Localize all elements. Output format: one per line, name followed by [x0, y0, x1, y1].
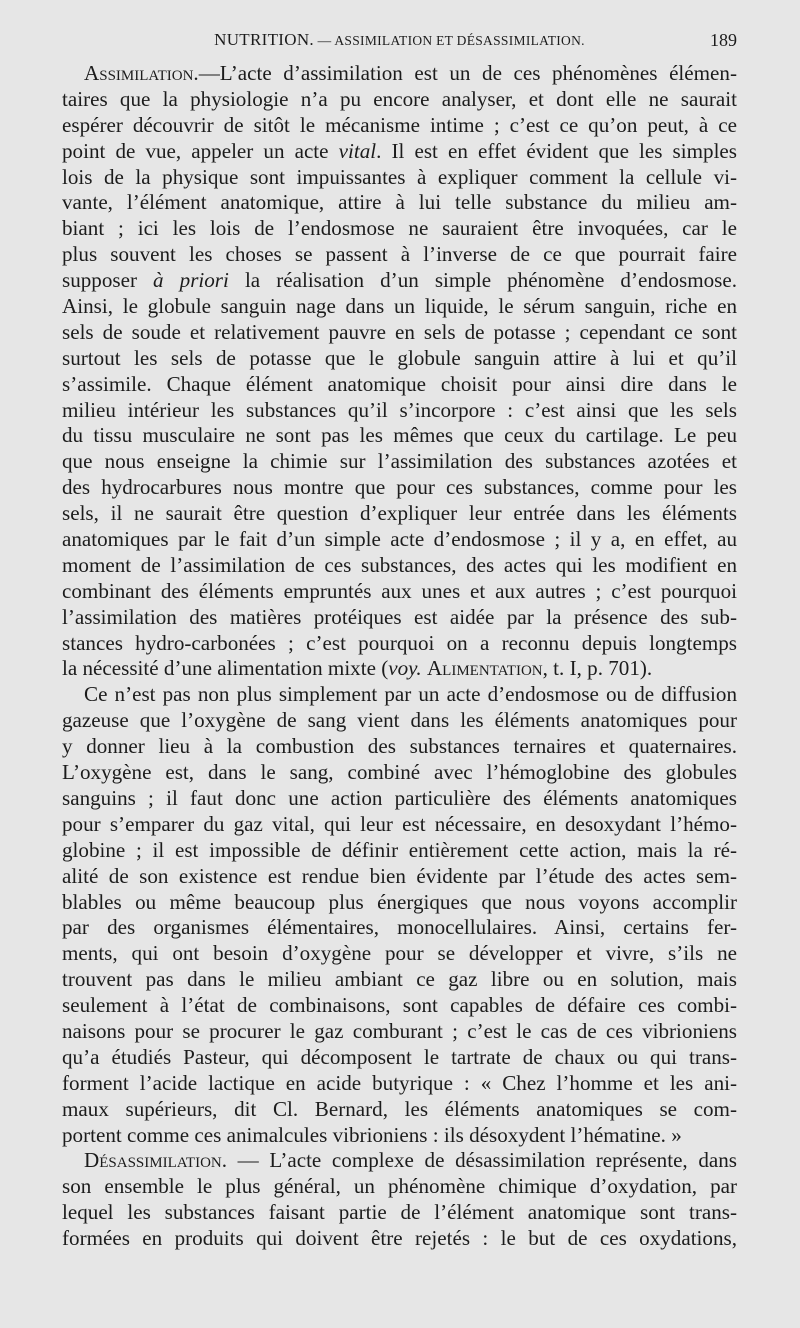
text-line: gazeuse que l’oxygène de sang vient dans les éléments anatomiques pour	[62, 708, 737, 733]
text-line: y donner lieu à la combustion des substances ternaires et quaternaires.	[62, 734, 737, 759]
text-line: lois de la physique sont impuissantes à expliquer comment la cellule vi-	[62, 164, 737, 189]
text-line: la nécessité d’une alimentation mixte (voy. Alimentation, t. I, p. 701).	[62, 656, 653, 681]
text-line: espérer découvrir de sitôt le mécanisme intime ; c’est ce qu’on peut, à ce	[62, 112, 737, 137]
text-line: Ce n’est pas non plus simplement par un acte d’endosmose ou de diffusion	[84, 682, 737, 707]
section-heading-desassimilation: Désassimilation.	[84, 1148, 228, 1173]
text-line: des hydrocarbures nous montre que pour ces substances, comme pour les	[62, 475, 737, 500]
text-line: plus souvent les choses se passent à l’inverse de ce que pourrait faire	[62, 242, 737, 267]
text-line: du tissu musculaire ne sont pas les mêmes que ceux du cartilage. Le peu	[62, 423, 737, 448]
text-line: sels de soude et relativement pauvre en sels de potasse ; cependant ce sont	[62, 319, 737, 344]
page-header	[62, 30, 737, 56]
text-line: combinant des éléments empruntés aux unes et aux autres ; c’est pourquoi	[62, 578, 737, 603]
text-line: surtout les sels de potasse que le globule sanguin attire à lui et qu’il	[62, 345, 737, 370]
text-line: formées en produits qui doivent être rejetés : le but de ces oxydations,	[62, 1226, 737, 1251]
text-line: Assimilation.—L’acte d’assimilation est un de ces phénomènes élémen-	[84, 61, 737, 85]
text-line: biant ; ici les lois de l’endosmose ne sauraient être invoquées, car le	[62, 216, 737, 241]
section-heading-assimilation: Assimilation.	[84, 61, 199, 85]
cross-reference: Alimentation	[426, 656, 543, 681]
text-line: supposer à priori la réalisation d’un simple phénomène d’endosmose.	[62, 268, 737, 293]
text-line: trouvent pas dans le milieu ambiant ce gaz libre ou en solution, mais	[62, 967, 737, 992]
running-title-main: NUTRITION.	[214, 30, 314, 49]
running-title-sub: — ASSIMILATION ET DÉSASSIMILATION.	[313, 33, 585, 48]
body-text	[62, 61, 737, 1252]
text-line: ments, qui ont besoin d’oxygène pour se développer et vivre, s’ils ne	[62, 941, 737, 966]
text-line: s’assimile. Chaque élément anatomique choisit pour ainsi dire dans le	[62, 371, 737, 396]
running-title	[62, 30, 737, 50]
text-line: anatomiques par le fait d’un simple acte d’endosmose ; il y a, en effet, au	[62, 527, 737, 552]
text-line: vante, l’élément anatomique, attire à lui telle substance du milieu am-	[62, 190, 737, 215]
page-number: 189	[710, 30, 737, 50]
text-line: sels, il ne saurait être question d’expliquer leur entrée dans les éléments	[62, 501, 737, 526]
text-line: milieu intérieur les substances qu’il s’incorpore : c’est ainsi que les sels	[62, 397, 737, 422]
text-line: que nous enseigne la chimie sur l’assimilation des substances azotées et	[62, 449, 737, 474]
text-line: seulement à l’état de combinaisons, sont capables de défaire ces combi-	[62, 993, 737, 1018]
italic-term: voy.	[388, 656, 422, 681]
text-line: Ainsi, le globule sanguin nage dans un liquide, le sérum sanguin, riche en	[62, 294, 737, 319]
text-line: qu’a étudiés Pasteur, qui décomposent le tartrate de chaux ou qui trans-	[62, 1044, 737, 1069]
text-line: sanguins ; il faut donc une action particulière des éléments anatomiques	[62, 785, 737, 810]
text-line: forment l’acide lactique en acide butyrique : « Chez l’homme et les ani-	[62, 1070, 737, 1095]
text-line: lequel les substances faisant partie de l’élément anatomique sont trans-	[62, 1200, 737, 1225]
text-line: l’assimilation des matières protéiques est aidée par la présence des sub-	[62, 604, 737, 629]
text-line: maux supérieurs, dit Cl. Bernard, les éléments anatomiques se com-	[62, 1096, 737, 1121]
text-line: moment de l’assimilation de ces substances, des actes qui les modifient en	[62, 552, 737, 577]
text-line: blables ou même beaucoup plus énergiques que nous voyons accomplir	[62, 889, 737, 914]
text-line: par des organismes élémentaires, monocellulaires. Ainsi, certains fer-	[62, 915, 737, 940]
text-line: naisons pour se procurer le gaz comburant ; c’est le cas de ces vibrioniens	[62, 1018, 737, 1043]
text-line: globine ; il est impossible de définir entièrement cette action, mais la ré-	[62, 837, 737, 862]
text-line: pour s’emparer du gaz vital, qui leur est nécessaire, en desoxydant l’hémo-	[62, 811, 737, 836]
italic-term: vital	[338, 138, 377, 163]
text-line: stances hydro-carbonées ; c’est pourquoi on a reconnu depuis longtemps	[62, 630, 737, 655]
text-line: taires que la physiologie n’a pu encore analyser, et dont elle ne saurait	[62, 86, 737, 111]
text-line: portent comme ces animalcules vibrioniens : ils désoxydent l’hématine. »	[62, 1122, 682, 1147]
text-line: Désassimilation. — L’acte complexe de désassimilation représente, dans	[84, 1148, 737, 1173]
text-line: L’oxygène est, dans le sang, combiné avec l’hémoglobine des globules	[62, 760, 737, 785]
text-line: alité de son existence est rendue bien évidente par l’étude des actes sem-	[62, 863, 737, 888]
italic-term: à priori	[153, 268, 229, 293]
text-line: point de vue, appeler un acte vital. Il est en effet évident que les simples	[62, 138, 738, 163]
text-line: son ensemble le plus général, un phénomène chimique d’oxydation, par	[62, 1174, 737, 1199]
